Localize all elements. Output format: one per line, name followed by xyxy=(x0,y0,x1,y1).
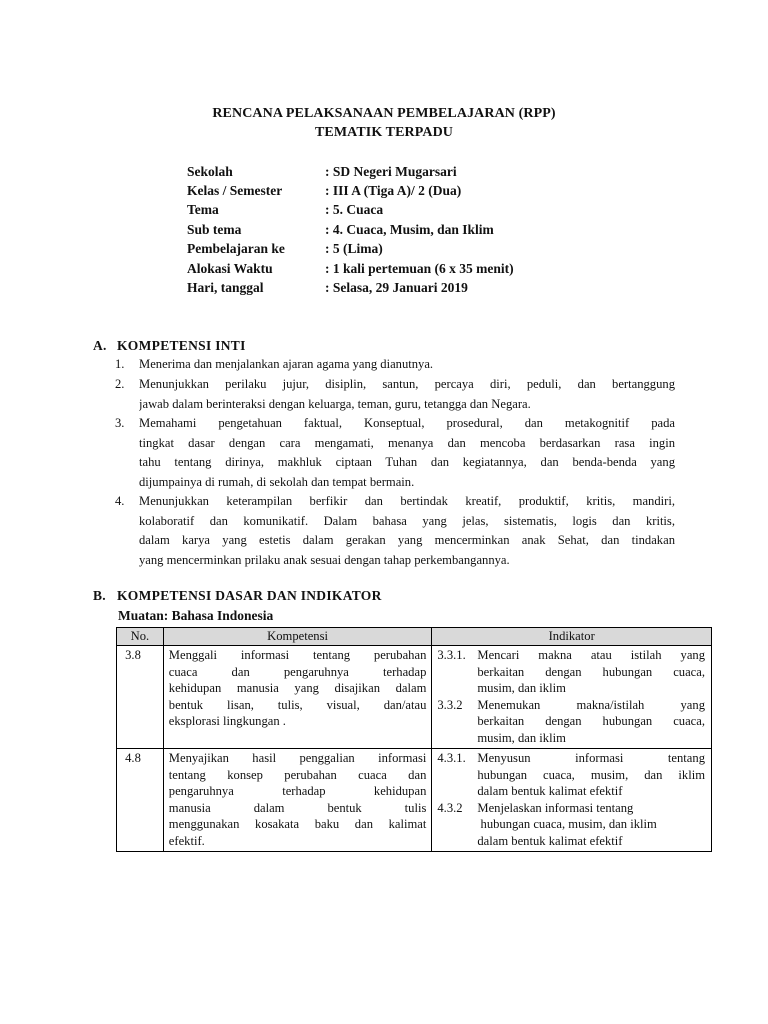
indikator-cell xyxy=(432,646,712,749)
item-number: 4. xyxy=(115,494,125,508)
identity-value: : SD Negeri Mugarsari xyxy=(325,164,457,179)
indikator-line: hubungan cuaca, musim, dan iklim xyxy=(477,767,705,782)
indikator-line: Menemukan makna/istilah yang xyxy=(477,697,705,712)
indikator-line: berkaitan dengan hubungan cuaca, xyxy=(477,714,705,728)
indikator-line: hubungan cuaca, musim, dan iklim xyxy=(477,817,657,831)
kompetensi-line: bentuk lisan, tulis, visual, dan/atau xyxy=(168,697,427,712)
kompetensi-line: pengaruhnya terhadap kehidupan xyxy=(168,784,427,798)
item-line: dijumpainya di rumah, di sekolah dan tempat bermain. xyxy=(139,474,415,489)
indikator-item xyxy=(437,697,705,714)
indikator-number: 4.3.2 xyxy=(437,800,463,815)
kompetensi-line: cuaca dan pengaruhnya terhadap xyxy=(168,664,427,679)
indikator-line: Menjelaskan informasi tentang xyxy=(477,800,634,815)
item-text xyxy=(139,492,675,570)
kd-number: 3.8 xyxy=(125,648,141,662)
section-b-heading xyxy=(93,588,382,604)
identity-label: Pembelajaran ke xyxy=(187,241,285,256)
indikator-line: musim, dan iklim xyxy=(477,681,566,695)
header-no: No. xyxy=(117,628,164,646)
header-kompetensi: Kompetensi xyxy=(163,628,432,646)
kompetensi-line: tentang konsep perubahan cuaca dan xyxy=(168,767,427,782)
item-line: Memahami pengetahuan faktual, Konseptual, prosedural, dan metakognitif pada xyxy=(139,416,675,430)
identity-value: : 5. Cuaca xyxy=(325,202,384,217)
identity-label: Kelas / Semester xyxy=(187,183,283,198)
kompetensi-dasar-table xyxy=(116,627,712,852)
item-line: kolaboratif dan komunikatif. Dalam bahasa yang jelas, sistematis, logis dan kritis, xyxy=(139,513,675,528)
indikator-item xyxy=(437,750,705,767)
indikator-line: berkaitan dengan hubungan cuaca, xyxy=(477,664,705,679)
indikator-item xyxy=(437,800,705,817)
kompetensi-line: Menggali informasi tentang perubahan xyxy=(168,648,427,662)
item-number: 2. xyxy=(115,377,125,391)
indikator-line: Mencari makna atau istilah yang xyxy=(477,648,705,662)
item-line: tahu tentang dirinya, makhluk ciptaan Tuhan dan kegiatannya, dan benda-benda yang xyxy=(139,455,675,469)
section-a-heading xyxy=(93,338,246,354)
kompetensi-cell xyxy=(163,646,432,749)
section-b-title: KOMPETENSI DASAR DAN INDIKATOR xyxy=(117,588,382,603)
item-line: Menunjukkan perilaku jujur, disiplin, santun, percaya diri, peduli, dan bertanggung xyxy=(139,377,675,391)
indikator-cell xyxy=(432,749,712,852)
item-line: tingkat dasar dengan cara mengamati, menanya dan mencoba berdasarkan rasa ingin xyxy=(139,435,675,450)
item-line: yang mencerminkan prilaku anak sesuai dengan tahap perkembangannya. xyxy=(139,552,510,567)
section-a-letter: A. xyxy=(93,338,107,353)
identity-value: : 1 kali pertemuan (6 x 35 menit) xyxy=(325,261,514,276)
kompetensi-cell xyxy=(163,749,432,852)
identity-label: Tema xyxy=(187,202,219,217)
indikator-number: 3.3.1. xyxy=(437,648,466,662)
identity-value: : Selasa, 29 Januari 2019 xyxy=(325,280,468,295)
table-row xyxy=(117,749,712,852)
item-line: jawab dalam berinteraksi dengan keluarga, teman, guru, tetangga dan Negara. xyxy=(139,396,531,411)
indikator-line: Menyusun informasi tentang xyxy=(477,751,705,765)
indikator-line: dalam bentuk kalimat efektif xyxy=(477,833,623,848)
section-a-title: KOMPETENSI INTI xyxy=(117,338,246,353)
identity-label: Sekolah xyxy=(187,164,233,179)
item-line: dalam karya yang estetis dalam gerakan yang mencerminkan anak Sehat, dan tindakan xyxy=(139,533,675,547)
kompetensi-line: manusia dalam bentuk tulis xyxy=(168,800,427,815)
kompetensi-line: efektif. xyxy=(168,833,205,848)
kd-number-cell xyxy=(117,646,164,749)
item-number: 3. xyxy=(115,416,125,430)
identity-label: Alokasi Waktu xyxy=(187,261,273,276)
table-row xyxy=(117,646,712,749)
item-text xyxy=(139,375,675,414)
indikator-line: dalam bentuk kalimat efektif xyxy=(477,784,623,798)
header-indikator: Indikator xyxy=(432,628,712,646)
document-subtitle: TEMATIK TERPADU xyxy=(314,125,453,140)
kd-number-cell xyxy=(117,749,164,852)
indikator-item xyxy=(437,647,705,664)
section-b-letter: B. xyxy=(93,588,106,603)
item-text xyxy=(139,414,675,492)
kompetensi-line: Menyajikan hasil penggalian informasi xyxy=(168,751,427,765)
identity-label: Sub tema xyxy=(187,222,242,237)
identity-label: Hari, tanggal xyxy=(187,280,264,295)
item-line: Menerima dan menjalankan ajaran agama yang dianutnya. xyxy=(139,357,434,371)
kd-number: 4.8 xyxy=(125,751,141,765)
table-header-row xyxy=(117,628,712,646)
identity-value: : 5 (Lima) xyxy=(325,241,383,256)
identity-value: : 4. Cuaca, Musim, dan Iklim xyxy=(325,222,494,237)
kompetensi-line: eksplorasi lingkungan . xyxy=(168,714,286,728)
indikator-number: 3.3.2 xyxy=(437,697,463,712)
item-number: 1. xyxy=(115,357,125,371)
indikator-line: musim, dan iklim xyxy=(477,730,566,745)
document-title: RENCANA PELAKSANAAN PEMBELAJARAN (RPP) xyxy=(212,106,556,121)
identity-value: : III A (Tiga A)/ 2 (Dua) xyxy=(325,183,462,198)
kompetensi-line: menggunakan kosakata baku dan kalimat xyxy=(168,817,427,831)
item-text xyxy=(139,355,675,375)
kompetensi-line: kehidupan manusia yang disajikan dalam xyxy=(168,681,427,695)
indikator-number: 4.3.1. xyxy=(437,751,466,765)
muatan-label: Muatan: Bahasa Indonesia xyxy=(118,608,274,623)
item-line: Menunjukkan keterampilan berfikir dan bertindak kreatif, produktif, kritis, mandiri, xyxy=(139,494,675,508)
